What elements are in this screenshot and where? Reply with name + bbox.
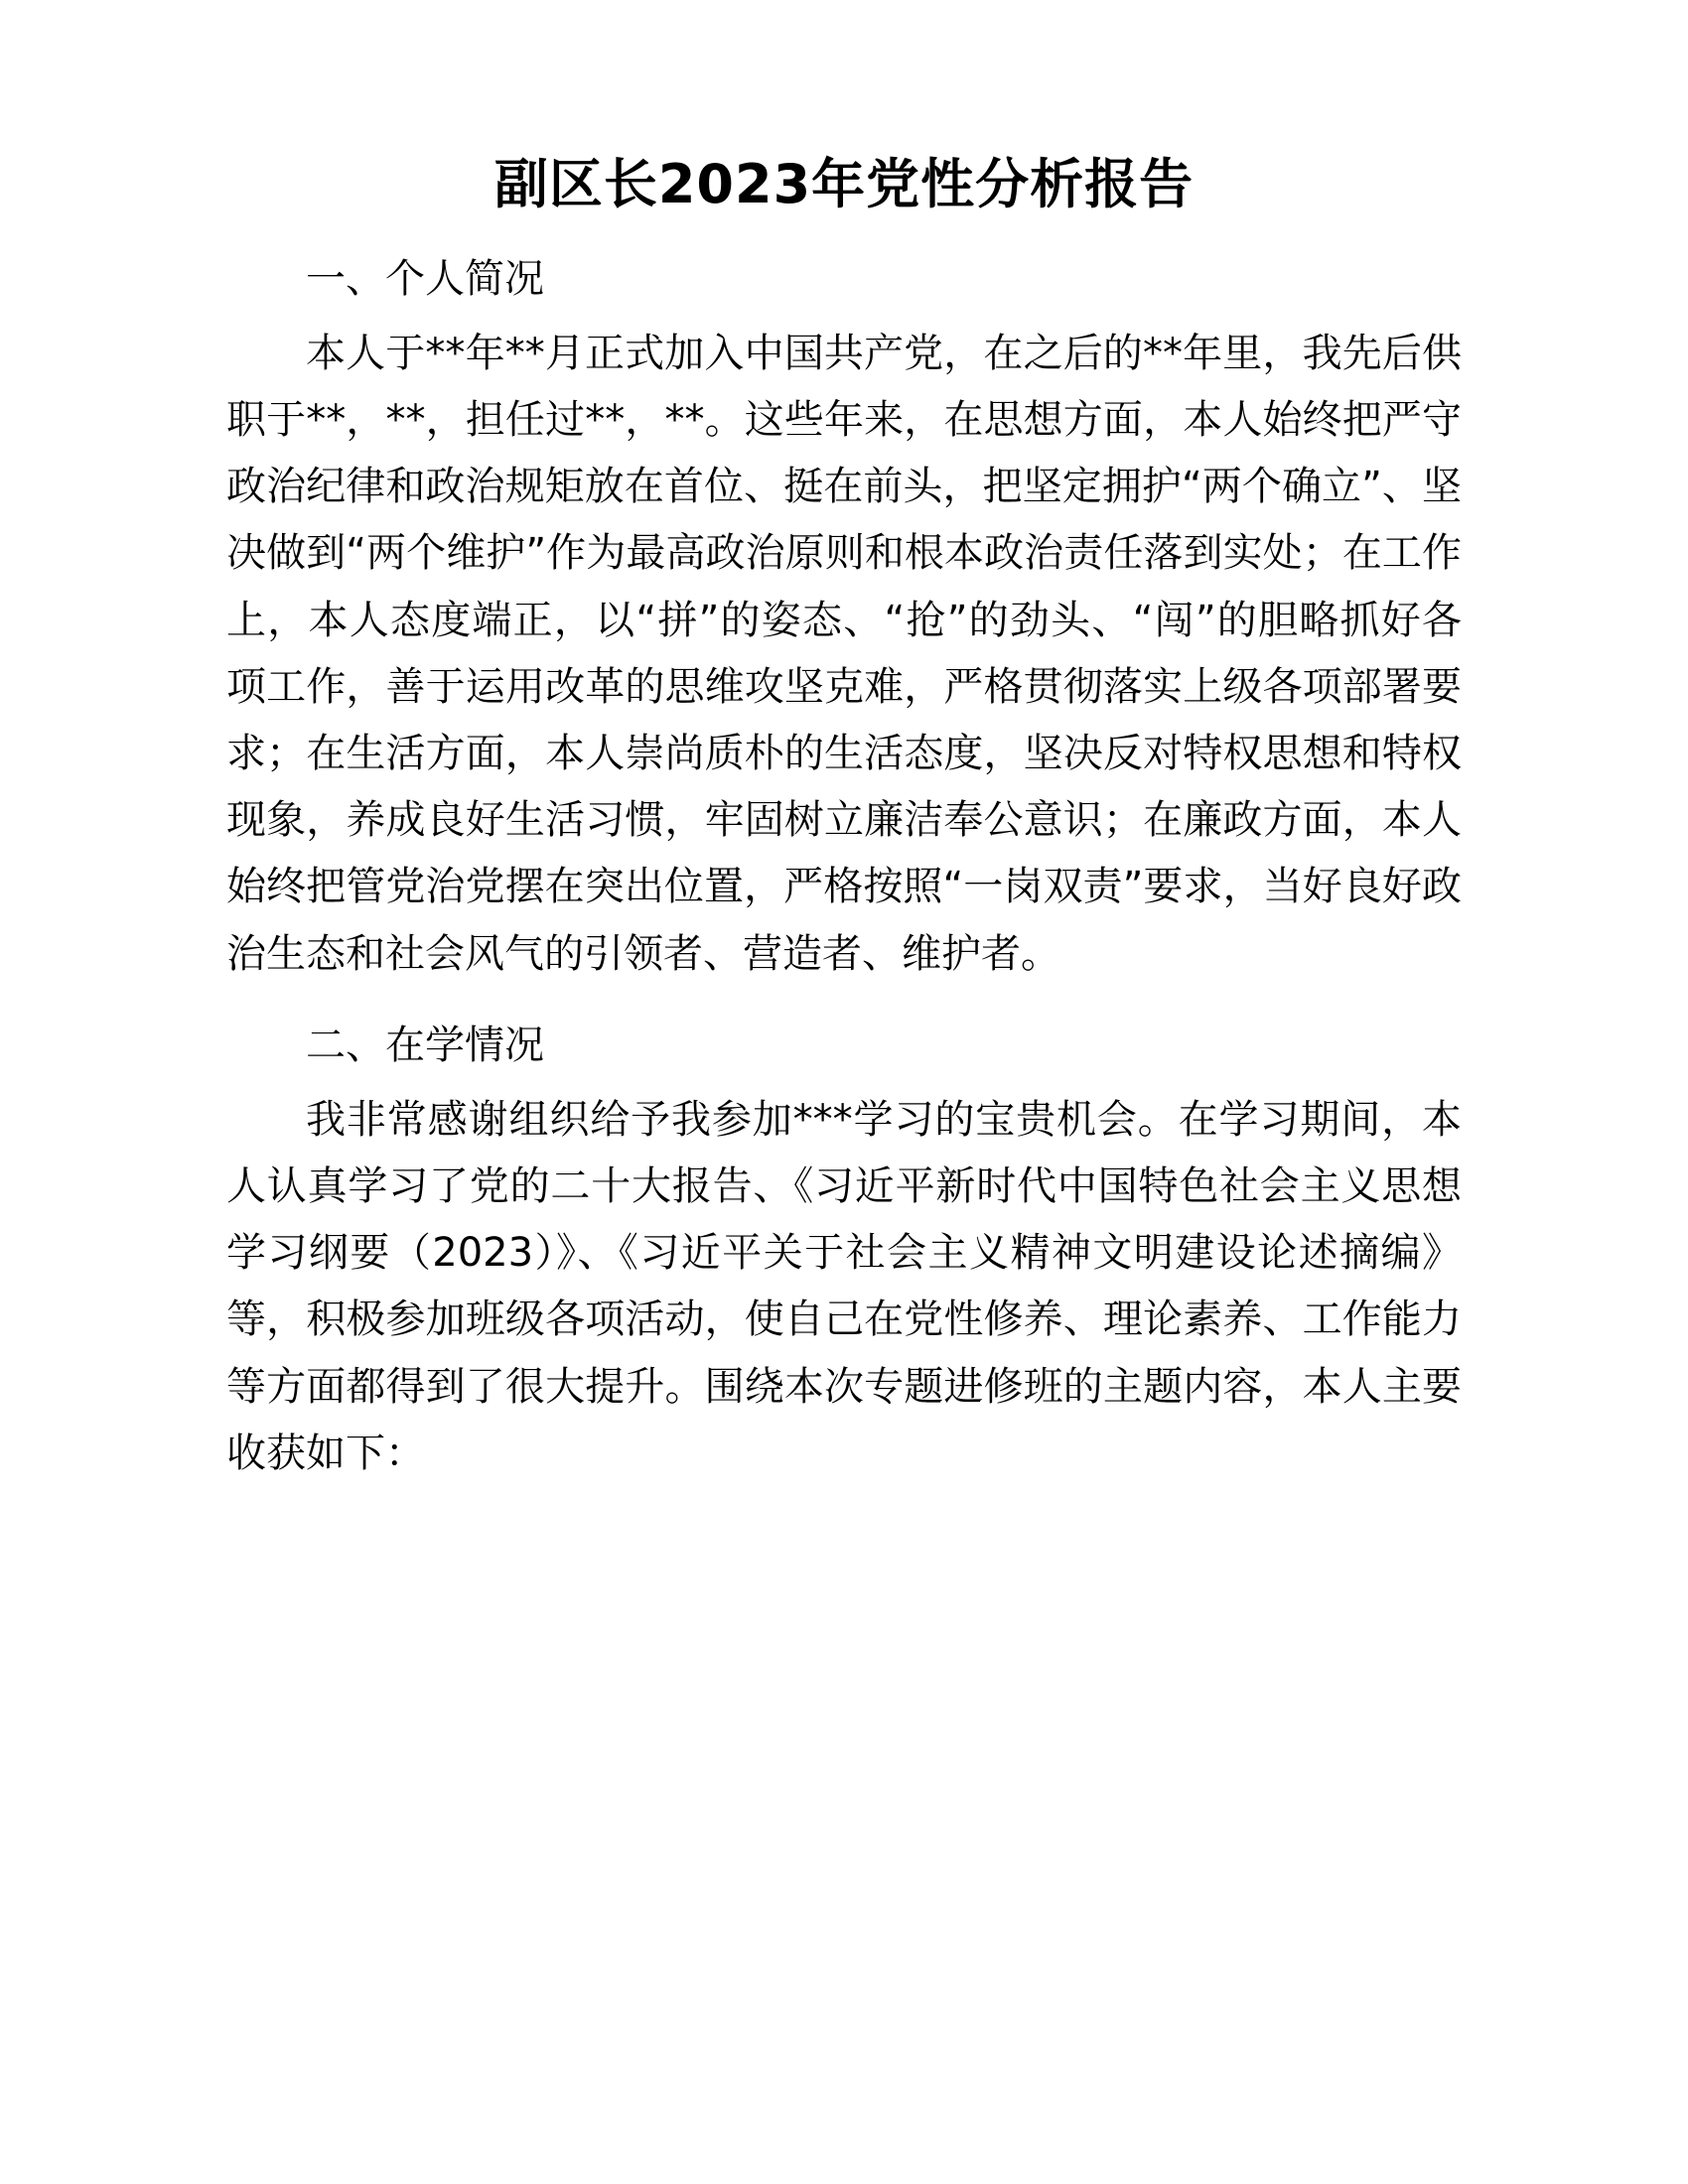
page-title: 副区长2023年党性分析报告 [493, 153, 1195, 215]
section-paragraph-study-status: 我非常感谢组织给予我参加***学习的宝贵机会。在学习期间，本人认真学习了党的二十大报告、《习近平新时代中国特色社会主义思想学习纲要（2023）》、《习近平关于社会主义精神文明建设论述摘编》等，积极参加班级各项活动，使自己在党性修养、理论素养、工作能力等方面都得到了很大提升。围绕本次专题进修班的主题内容，本人主要收获如下： [226, 1096, 1462, 1476]
section-heading-personal-profile: 一、个人简况 [306, 255, 544, 302]
section-heading-study-status: 二、在学情况 [306, 1022, 544, 1068]
section-paragraph-personal-profile: 本人于**年**月正式加入中国共产党，在之后的**年里，我先后供职于**，**，担任过**，**。这些年来，在思想方面，本人始终把严守政治纪律和政治规矩放在首位、挺在前头，把坚定拥护“两个确立”、坚决做到“两个维护”作为最高政治原则和根本政治责任落到实处；在工作上，本人态度端正，以“拼”的姿态、“抢”的劲头、“闯”的胆略抓好各项工作，善于运用改革的思维攻坚克难，严格贯彻落实上级各项部署要求；在生活方面，本人崇尚质朴的生活态度，坚决反对特权思想和特权现象，养成良好生活习惯，牢固树立廉洁奉公意识；在廉政方面，本人始终把管党治党摆在突出位置，严格按照“一岗双责”要求，当好良好政治生态和社会风气的引领者、营造者、维护者。 [226, 330, 1462, 977]
